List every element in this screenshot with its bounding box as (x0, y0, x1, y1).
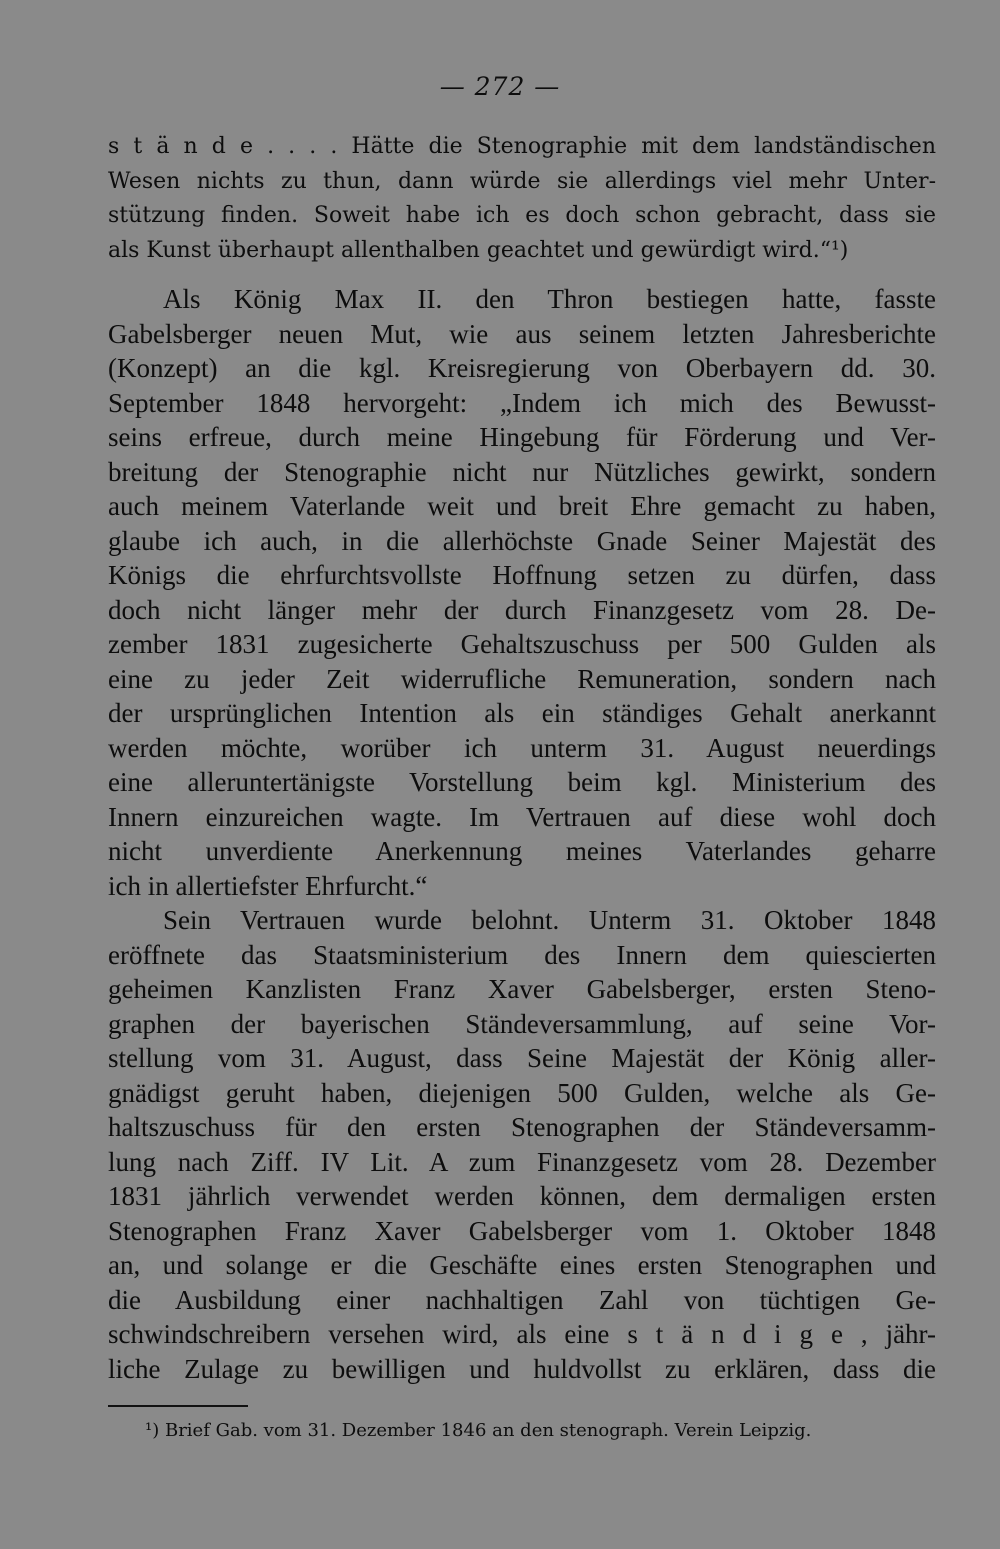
text-line: auch meinem Vaterlande weit und breit Ehre gemacht zu haben, (108, 491, 936, 521)
text-line: schwindschreibern versehen wird, als eine s t ä n d i g e , jähr- (108, 1319, 936, 1349)
text-line: zember 1831 zugesicherte Gehaltszuschuss per 500 Gulden als (108, 629, 936, 659)
paragraph-3 (108, 903, 936, 1386)
text-line: stützung finden. Soweit habe ich es doch schon gebracht, dass sie (108, 203, 936, 228)
text-line: doch nicht länger mehr der durch Finanzgesetz vom 28. De- (108, 594, 936, 625)
text-line: Gabelsberger neuen Mut, wie aus seinem letzten Jahresberichte (108, 318, 936, 349)
text-line: haltszuschuss für den ersten Stenographen der Ständeversamm- (108, 1112, 936, 1142)
text-line: werden möchte, worüber ich unterm 31. August neuerdings (108, 732, 936, 763)
text-line: Sein Vertrauen wurde belohnt. Unterm 31. Oktober 1848 (163, 905, 936, 935)
text-line: nicht unverdiente Anerkennung meines Vaterlandes geharre (108, 836, 936, 866)
paragraph-2 (108, 282, 936, 903)
text-line: eine alleruntertänigste Vorstellung beim kgl. Ministerium des (108, 767, 936, 797)
text-line: liche Zulage zu bewilligen und huldvollst zu erklären, dass die (108, 1353, 936, 1384)
text-line: September 1848 hervorgeht: „Indem ich mich des Bewusst- (108, 387, 936, 418)
text-line: als Kunst überhaupt allenthalben geachtet und gewürdigt wird.“¹) (108, 237, 849, 263)
text-line: eine zu jeder Zeit widerrufliche Remuneration, sondern nach (108, 663, 936, 694)
text-line: der ursprünglichen Intention als ein ständiges Gehalt anerkannt (108, 698, 936, 728)
text-line: geheimen Kanzlisten Franz Xaver Gabelsberger, ersten Steno- (108, 974, 936, 1004)
text-line: Königs die ehrfurchtsvollste Hoffnung setzen zu dürfen, dass (108, 560, 936, 590)
text-line: die Ausbildung einer nachhaltigen Zahl von tüchtigen Ge- (108, 1284, 936, 1315)
text-line: eröffnete das Staatsministerium des Innern dem quiescierten (108, 939, 936, 970)
text-line: Stenographen Franz Xaver Gabelsberger vom 1. Oktober 1848 (108, 1215, 936, 1246)
text-line: seins erfreue, durch meine Hingebung für Förderung und Ver- (108, 422, 936, 452)
text-line: s t ä n d e . . . . Hätte die Stenographie mit dem landständischen (108, 134, 936, 159)
page-number: — 272 — (439, 72, 561, 101)
text-line: stellung vom 31. August, dass Seine Majestät der König aller- (108, 1043, 936, 1073)
text-line: gnädigst geruht haben, diejenigen 500 Gulden, welche als Ge- (108, 1077, 936, 1108)
text-line: Innern einzureichen wagte. Im Vertrauen auf diese wohl doch (108, 801, 936, 832)
body-text (108, 130, 936, 1386)
text-line: ich in allertiefster Ehrfurcht.“ (108, 870, 428, 901)
footnote-divider (108, 1405, 248, 1407)
text-line: breitung der Stenographie nicht nur Nützliches gewirkt, sondern (108, 456, 936, 487)
text-line: graphen der bayerischen Ständeversammlung, auf seine Vor- (108, 1008, 936, 1039)
footnote: ¹) Brief Gab. vom 31. Dezember 1846 an den stenograph. Verein Leipzig. (145, 1420, 812, 1441)
text-line: lung nach Ziff. IV Lit. A zum Finanzgesetz vom 28. Dezember (108, 1146, 936, 1177)
text-line: (Konzept) an die kgl. Kreisregierung von Oberbayern dd. 30. (108, 353, 936, 383)
paragraph-gap (108, 268, 936, 282)
text-line: 1831 jährlich verwendet werden können, dem dermaligen ersten (108, 1181, 936, 1211)
text-line: glaube ich auch, in die allerhöchste Gnade Seiner Majestät des (108, 525, 936, 556)
text-line: an, und solange er die Geschäfte eines ersten Stenographen und (108, 1250, 936, 1280)
text-line: Wesen nichts zu thun, dann würde sie allerdings viel mehr Unter- (108, 168, 936, 194)
text-line: Als König Max II. den Thron bestiegen hatte, fasste (163, 284, 936, 314)
paragraph-1 (108, 130, 936, 268)
